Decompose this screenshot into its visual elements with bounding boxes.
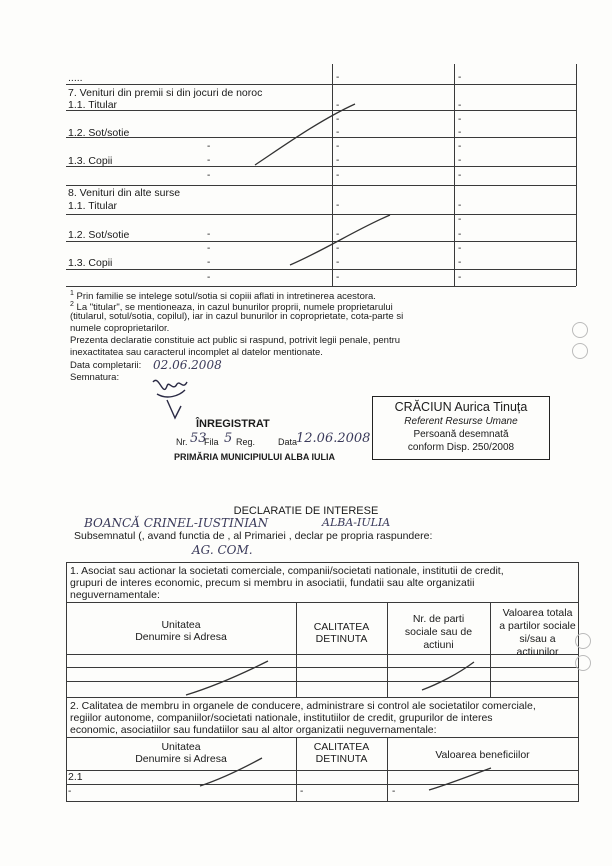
table-rule (66, 681, 578, 682)
disclaimer-line: inexactitatea sau caracterul incomplet al datelor mentionate. (70, 347, 323, 358)
stamp-role: Referent Resurse Umane (404, 416, 518, 427)
row-label-titular: 1.1. Titular (68, 200, 118, 212)
cell-dash: - (207, 243, 211, 254)
cell-dash: - (336, 114, 340, 125)
cell-dash: - (336, 200, 340, 211)
table-column-divider (387, 737, 388, 801)
cell-dash: - (207, 155, 211, 166)
cell-dash: - (458, 214, 462, 225)
section-2-text: regiilor autonome, companiilor/societati nationale, institutiilor de credit, grupurilor de interes (70, 712, 493, 724)
col-header-unit: Unitatea (161, 741, 201, 753)
cell-dash: - (207, 272, 211, 283)
row-label-sot-sotie: 1.2. Sot/sotie (68, 127, 130, 139)
stamp-nr-value: 53 (190, 431, 207, 446)
table-rule (66, 562, 578, 563)
cell-dash: - (336, 229, 340, 240)
row-label-copii: 1.3. Copii (68, 155, 113, 167)
table-column-divider (66, 562, 67, 802)
cell-dash: - (336, 100, 340, 111)
col-header-shares: sociale sau de (404, 626, 473, 638)
cell-dash: - (207, 229, 211, 240)
signature-label: Semnatura: (70, 372, 120, 383)
table-rule (66, 770, 578, 771)
table-rule (66, 84, 576, 85)
col-header-quality: DETINUTA (315, 633, 368, 645)
section-1-text: 1. Asociat sau actionar la societati comerciale, companii/societati nationale, institutii de credit, (70, 565, 504, 577)
section-1-text: grupuri de interes economic, precum si membru in asociatii, fundatii sau alte organizatii (70, 577, 475, 589)
stamp-fila-label: Fila (204, 437, 219, 447)
table-rule (66, 697, 578, 698)
table-rule (66, 667, 578, 668)
table-rule (66, 286, 576, 287)
table-rule (66, 801, 578, 802)
cell-dash: - (336, 170, 340, 181)
col-header-total-value: Valoarea totala (502, 607, 573, 619)
footnote-1: $^1$ Prin familie se intelege sotul/sotia si copiii aflati in intretinerea acestora. (70, 290, 376, 303)
date-value: 02.06.2008 (153, 358, 222, 372)
handwritten-city: ALBA-IULIA (322, 516, 391, 529)
date-label: Data completarii: (70, 360, 142, 371)
declaration-intro: Subsemnatul (, avand functia de , al Primariei , declar pe propria raspundere: (74, 530, 433, 542)
section-1-text: neguvernamentale: (70, 589, 160, 601)
cell-dash: - (458, 170, 462, 181)
cell-dash: - (207, 170, 211, 181)
table-column-divider (578, 562, 579, 802)
stamp-institution: PRIMĂRIA MUNICIPIULUI ALBA IULIA (174, 452, 335, 462)
col-header-unit: Unitatea (161, 619, 201, 631)
punch-hole-icon (572, 322, 588, 338)
table-rule (66, 185, 576, 186)
cancel-stroke-icon (285, 210, 395, 270)
official-stamp (372, 396, 550, 460)
disclaimer-line: Prezenta declaratie constituie act public si raspund, potrivit legii penale, pentru (70, 335, 401, 346)
col-header-quality: CALITATEA (313, 621, 370, 633)
cell-dash: - (458, 243, 462, 254)
stamp-title: ÎNREGISTRAT (196, 418, 270, 430)
signature-icon (145, 370, 200, 425)
cell-dash: - (336, 257, 340, 268)
row-label-sot-sotie: 1.2. Sot/sotie (68, 229, 130, 241)
cell-dash: - (458, 114, 462, 125)
table-rule (66, 737, 578, 738)
col-header-unit: Denumire si Adresa (135, 631, 227, 643)
cell-dash: - (458, 127, 462, 138)
table-rule (66, 602, 578, 603)
table-column-divider (454, 64, 455, 286)
handwritten-function: AG. COM. (192, 543, 253, 557)
cell-dash: - (68, 786, 72, 797)
table-rule (66, 784, 578, 785)
cell-dash: - (336, 243, 340, 254)
stamp-person-name: CRĂCIUN Aurica Tinuța (394, 400, 528, 414)
cell-dash: - (458, 141, 462, 152)
footnote-2-line: $^2$ La "titular", se mentioneaza, in cazul bunurilor proprii, numele proprietarului (70, 301, 393, 314)
section-7-heading: 7. Venituri din premii si din jocuri de noroc (68, 87, 263, 99)
cancel-stroke-icon (196, 754, 266, 790)
page-title: DECLARATIE DE INTERESE (233, 505, 379, 517)
cell-dash: - (392, 786, 396, 797)
section-2-text: 2. Calitatea de membru in organele de conducere, administrare si control ale societatilor comerciale, (70, 700, 536, 712)
cell-dash: - (458, 72, 462, 83)
handwritten-name: BOANCĂ CRINEL-IUSTINIAN (84, 516, 269, 530)
stamp-data-label: Data (278, 437, 298, 447)
col-header-quality: DETINUTA (315, 753, 368, 765)
col-header-total-value: si/sau a (519, 633, 556, 645)
punch-hole-icon (575, 633, 591, 649)
stamp-nr-label: Nr. (176, 437, 188, 447)
cell-dash: - (336, 127, 340, 138)
cell-dash: - (458, 229, 462, 240)
cell-dash: - (458, 155, 462, 166)
col-header-total-value: actiunilor (516, 646, 559, 658)
cell-dash: - (458, 257, 462, 268)
stamp-reg-label: Reg. (236, 437, 256, 447)
stamp-disposition: conform Disp. 250/2008 (407, 442, 515, 453)
cell-dash: - (336, 272, 340, 283)
row-label: 2.1 (68, 771, 83, 783)
row-label-copii: 1.3. Copii (68, 257, 113, 269)
cell-dash: - (458, 200, 462, 211)
table-column-divider (296, 602, 297, 697)
col-header-quality: CALITATEA (313, 741, 370, 753)
stamp-fila-value: 5 (224, 431, 233, 446)
cell-dash: - (207, 141, 211, 152)
section-8-heading: 8. Venituri din alte surse (68, 187, 181, 199)
cell-dash: - (336, 141, 340, 152)
table-column-divider (576, 64, 577, 286)
stamp-designation: Persoană desemnată (413, 429, 509, 440)
footnote-2-line: (titularul, sotul/sotia, copilul), iar in cazul bunurilor in coproprietate, cota-parte si (70, 311, 404, 322)
cancel-stroke-icon (250, 100, 360, 170)
cell-dash: - (300, 786, 304, 797)
cell-dash: - (207, 257, 211, 268)
punch-hole-icon (572, 343, 588, 359)
footnote-2-line: numele coproprietarilor. (70, 323, 170, 334)
col-header-unit: Denumire si Adresa (135, 753, 227, 765)
punch-hole-icon (575, 655, 591, 671)
cell-dash: - (336, 155, 340, 166)
col-header-shares: actiuni (423, 639, 454, 651)
cell-dash: - (458, 272, 462, 283)
stamp-data-value: 12.06.2008 (296, 431, 371, 446)
cell-dash: - (458, 100, 462, 111)
cancel-stroke-icon (182, 657, 272, 699)
col-header-shares: Nr. de parti (412, 613, 465, 625)
cancel-stroke-icon (425, 764, 495, 794)
row-label-titular: 1.1. Titular (68, 99, 118, 111)
col-header-benefits: Valoarea beneficiilor (435, 749, 530, 761)
col-header-total-value: a partilor sociale (499, 620, 576, 632)
cancel-stroke-icon (418, 658, 478, 694)
section-2-text: economic, asociatiilor sau fundatiilor sau al altor organizatii neguvernamentale: (70, 724, 437, 736)
cell-dash: - (336, 72, 340, 83)
table-dots: ..... (68, 72, 83, 84)
